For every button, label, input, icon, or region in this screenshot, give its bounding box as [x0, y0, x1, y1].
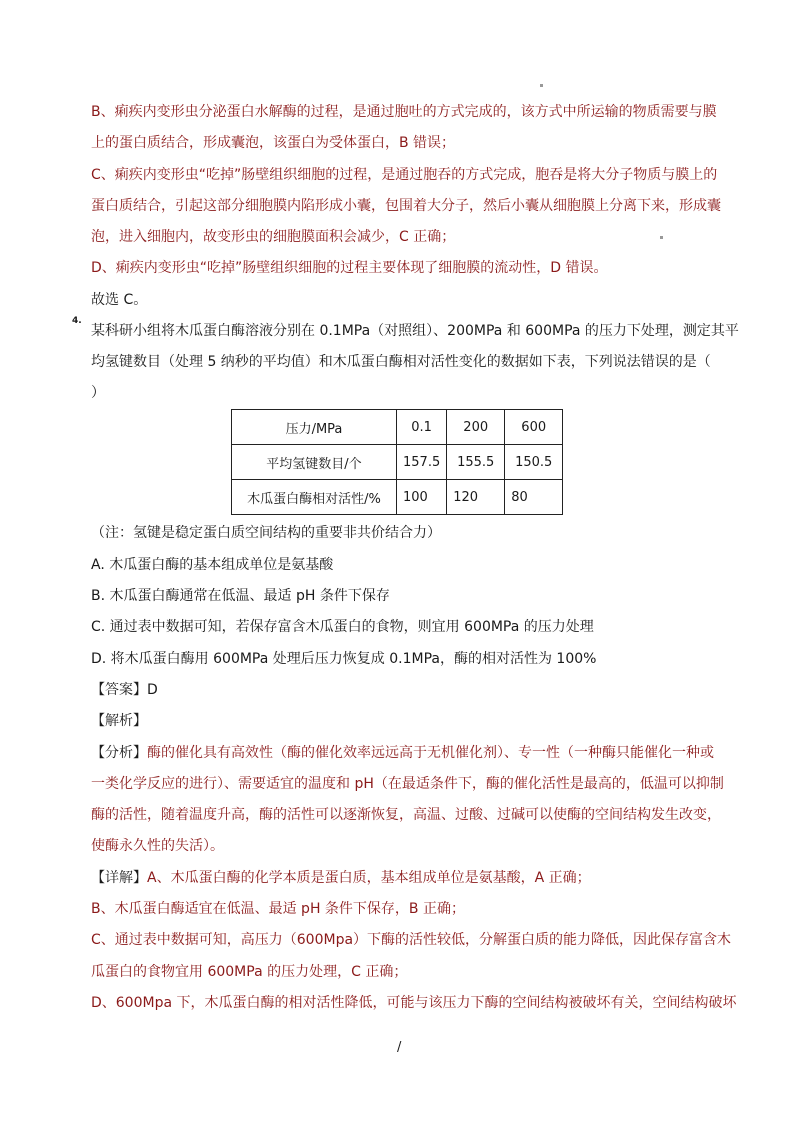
fenxi-line-4: 使酶永久性的失活）。 — [91, 838, 224, 854]
prev-answer-line-1: B、痢疾内变形虫分泌蛋白水解酶的过程，是通过胞吐的方式完成的，该方式中所运输的物质需要与膜 — [91, 104, 717, 120]
xiangjie-tag: 【详解】 — [91, 870, 147, 886]
fenxi-line-1 — [91, 744, 714, 762]
prev-answer-conclusion: 故选 C。 — [91, 292, 148, 308]
table-cell: 157.5 — [397, 445, 447, 480]
table-row — [232, 445, 563, 480]
table-row — [232, 410, 563, 445]
prev-answer-line-3: C、痢疾内变形虫“吃掉”肠壁组织细胞的过程，是通过胞吞的方式完成，胞吞是将大分子物质与膜上的 — [91, 167, 718, 183]
table-cell: 80 — [505, 480, 563, 515]
option-d: D. 将木瓜蛋白酶用 600MPa 处理后压力恢复成 0.1MPa，酶的相对活性为 100% — [91, 651, 597, 667]
question-stem-line-1: 某科研小组将木瓜蛋白酶溶液分别在 0.1MPa（对照组）、200MPa 和 600MPa 的压力下处理，测定其平 — [91, 323, 739, 339]
table-cell: 150.5 — [505, 445, 563, 480]
option-c: C. 通过表中数据可知，若保存富含木瓜蛋白的食物，则宜用 600MPa 的压力处理 — [91, 619, 594, 635]
fenxi-tag: 【分析】 — [91, 745, 147, 761]
prev-answer-line-5: 泡，进入细胞内，故变形虫的细胞膜面积会减少，C 正确； — [91, 229, 456, 245]
fenxi-line-3: 酶的活性，随着温度升高，酶的活性可以逐渐恢复，高温、过酸、过碱可以使酶的空间结构发生改变， — [91, 807, 721, 823]
answer-label: 【答案】D — [91, 682, 158, 698]
xiangjie-line-5: D、600Mpa 下，木瓜蛋白酶的相对活性降低，可能与该压力下酶的空间结构被破坏有关，空间结构破坏 — [91, 995, 737, 1011]
table-cell: 平均氢键数目/个 — [232, 445, 397, 480]
question-number: 4. — [72, 316, 82, 326]
xiangjie-text: A、木瓜蛋白酶的化学本质是蛋白质，基本组成单位是氨基酸，A 正确； — [147, 870, 591, 886]
table-row — [232, 480, 563, 515]
xiangjie-line-1 — [91, 869, 591, 887]
fenxi-line-2: 一类化学反应的进行）、需要适宜的温度和 pH（在最适条件下，酶的催化活性是最高的，低温可以抑制 — [91, 776, 724, 792]
table-note: （注：氢键是稳定蛋白质空间结构的重要非共价结合力） — [91, 525, 441, 541]
prev-answer-line-2: 上的蛋白质结合，形成囊泡，该蛋白为受体蛋白，B 错误； — [91, 135, 456, 151]
fenxi-text: 酶的催化具有高效性（酶的催化效率远远高于无机催化剂）、专一性（一种酶只能催化一种或 — [147, 745, 714, 761]
scan-dot — [540, 84, 543, 87]
prev-answer-line-4: 蛋白质结合，引起这部分细胞膜内陷形成小囊，包围着大分子，然后小囊从细胞膜上分离下来，形成囊 — [91, 198, 721, 214]
table-cell: 100 — [397, 480, 447, 515]
question-stem-line-2: 均氢键数目（处理 5 纳秒的平均值）和木瓜蛋白酶相对活性变化的数据如下表，下列说法错误的是（ — [91, 354, 711, 370]
table-cell: 木瓜蛋白酶相对活性/% — [232, 480, 397, 515]
question-stem-line-3: ） — [91, 385, 105, 401]
xiangjie-line-2: B、木瓜蛋白酶适宜在低温、最适 pH 条件下保存，B 正确； — [91, 901, 465, 917]
option-a: A. 木瓜蛋白酶的基本组成单位是氨基酸 — [91, 557, 334, 573]
table-cell: 600 — [505, 410, 563, 445]
option-b: B. 木瓜蛋白酶通常在低温、最适 pH 条件下保存 — [91, 588, 390, 604]
xiangjie-line-3: C、通过表中数据可知，高压力（600Mpa）下酶的活性较低，分解蛋白质的能力降低，因此保存富含木 — [91, 932, 732, 948]
table-cell: 200 — [447, 410, 505, 445]
table-cell: 0.1 — [397, 410, 447, 445]
prev-answer-line-6: D、痢疾内变形虫“吃掉”肠壁组织细胞的过程主要体现了细胞膜的流动性，D 错误。 — [91, 260, 608, 276]
data-table — [231, 409, 563, 515]
table-cell: 155.5 — [447, 445, 505, 480]
page-number: / — [397, 1040, 402, 1055]
xiangjie-line-4: 瓜蛋白的食物宜用 600MPa 的压力处理，C 正确； — [91, 964, 408, 980]
scan-dot — [660, 236, 663, 239]
analysis-label: 【解析】 — [91, 713, 147, 729]
table-cell: 120 — [447, 480, 505, 515]
table-cell: 压力/MPa — [232, 410, 397, 445]
